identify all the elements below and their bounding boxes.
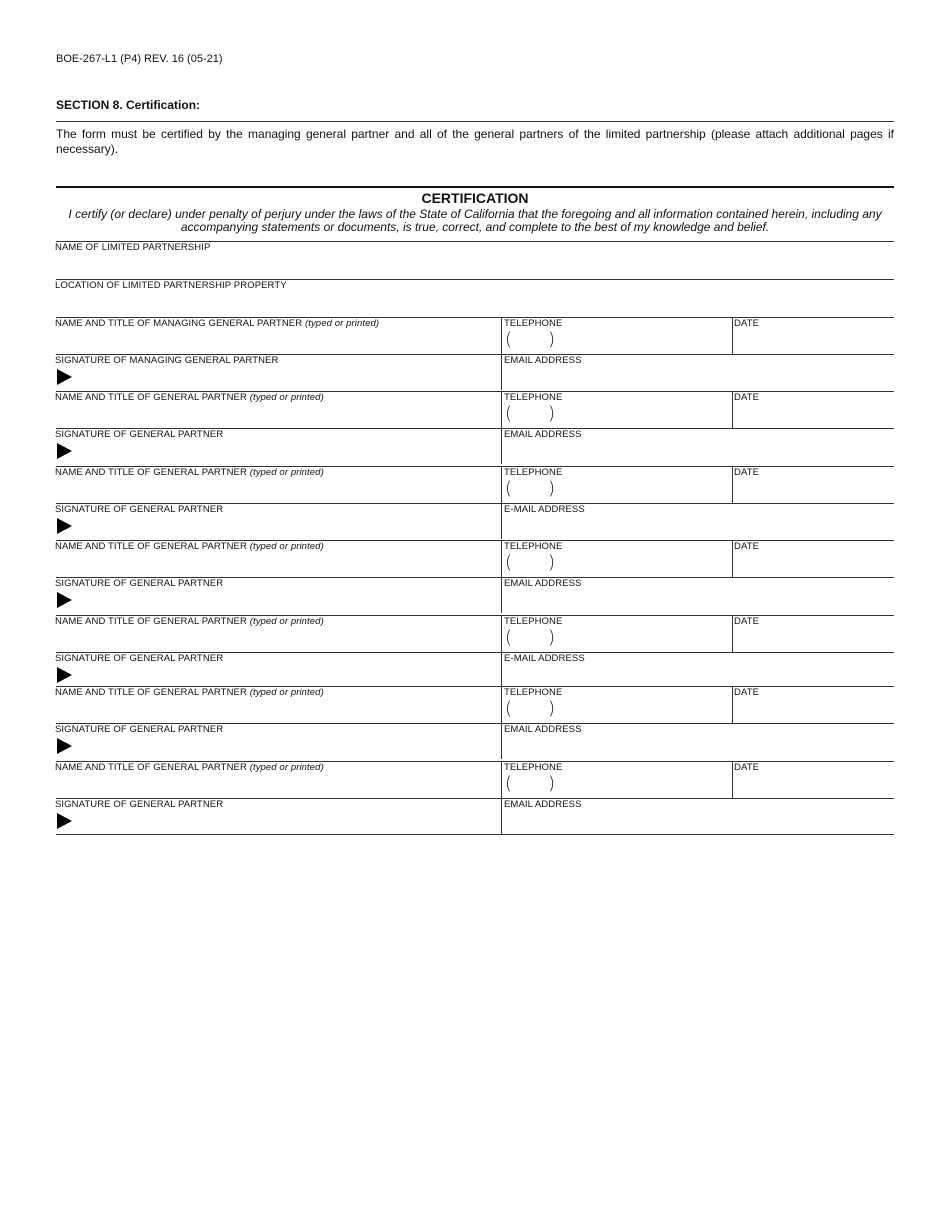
signature-arrow-icon — [57, 667, 72, 683]
divider — [56, 121, 894, 122]
signature-label: SIGNATURE OF GENERAL PARTNER — [55, 578, 224, 589]
email-label: EMAIL ADDRESS — [504, 724, 582, 735]
signature-arrow-icon — [57, 443, 72, 459]
divider — [56, 834, 894, 835]
paren-open: ( — [505, 698, 513, 719]
partner-name-title-label — [55, 687, 324, 698]
telephone-field[interactable] — [503, 330, 730, 353]
paren-open: ( — [505, 403, 513, 424]
certification-heading: CERTIFICATION — [421, 190, 529, 206]
email-field[interactable] — [503, 441, 892, 463]
partner-name-title-field[interactable] — [56, 699, 499, 722]
paren-open: ( — [505, 773, 513, 794]
date-label: DATE — [734, 467, 760, 478]
section-intro: The form must be certified by the managing general partner and all of the general partners of the limited partnership (please attach additional pages if necessary). — [56, 127, 894, 156]
date-label: DATE — [734, 318, 760, 329]
signature-arrow-icon — [57, 592, 72, 608]
signature-arrow-icon — [57, 738, 72, 754]
partner-name-title-field[interactable] — [56, 774, 499, 797]
signature-label: SIGNATURE OF GENERAL PARTNER — [55, 724, 224, 735]
paren-open: ( — [505, 552, 513, 573]
paren-open: ( — [505, 329, 513, 350]
date-label: DATE — [734, 616, 760, 627]
telephone-field[interactable] — [503, 774, 730, 797]
typed-or-printed-note: (typed or printed) — [249, 392, 324, 403]
signature-field[interactable] — [76, 665, 499, 687]
partnership-name-label: NAME OF LIMITED PARTNERSHIP — [55, 242, 211, 253]
partner-name-title-field[interactable] — [56, 628, 499, 651]
partner-name-title-label — [55, 541, 324, 552]
partner-name-title-field[interactable] — [56, 479, 499, 502]
telephone-label: TELEPHONE — [504, 318, 563, 329]
partner-name-title-label — [55, 616, 324, 627]
paren-close: ) — [548, 773, 556, 794]
telephone-field[interactable] — [503, 404, 730, 427]
partner-name-title-label-text: NAME AND TITLE OF GENERAL PARTNER — [55, 467, 247, 478]
paren-close: ) — [548, 627, 556, 648]
paren-close: ) — [548, 552, 556, 573]
partner-name-title-label — [55, 392, 324, 403]
date-label: DATE — [734, 762, 760, 773]
email-field[interactable] — [503, 590, 892, 612]
column-divider — [732, 540, 733, 577]
column-divider — [732, 615, 733, 652]
date-field[interactable] — [734, 404, 892, 427]
divider — [56, 186, 894, 188]
signature-label: SIGNATURE OF GENERAL PARTNER — [55, 653, 224, 664]
signature-field[interactable] — [76, 367, 499, 389]
telephone-label: TELEPHONE — [504, 687, 563, 698]
email-field[interactable] — [503, 736, 892, 758]
date-field[interactable] — [734, 553, 892, 576]
paren-open: ( — [505, 627, 513, 648]
email-field[interactable] — [503, 516, 892, 538]
telephone-label: TELEPHONE — [504, 616, 563, 627]
typed-or-printed-note: (typed or printed) — [249, 541, 324, 552]
typed-or-printed-note: (typed or printed) — [249, 762, 324, 773]
telephone-field[interactable] — [503, 553, 730, 576]
paren-close: ) — [548, 478, 556, 499]
typed-or-printed-note: (typed or printed) — [249, 687, 324, 698]
telephone-field[interactable] — [503, 479, 730, 502]
partner-name-title-label-text: NAME AND TITLE OF MANAGING GENERAL PARTNER — [55, 318, 303, 329]
signature-field[interactable] — [76, 736, 499, 758]
signature-label: SIGNATURE OF GENERAL PARTNER — [55, 799, 224, 810]
signature-field[interactable] — [76, 590, 499, 612]
location-field[interactable] — [56, 292, 894, 316]
signature-arrow-icon — [57, 813, 72, 829]
signature-arrow-icon — [57, 518, 72, 534]
paren-open: ( — [505, 478, 513, 499]
email-label: EMAIL ADDRESS — [504, 355, 582, 366]
partner-name-title-label-text: NAME AND TITLE OF GENERAL PARTNER — [55, 687, 247, 698]
date-field[interactable] — [734, 479, 892, 502]
partner-name-title-field[interactable] — [56, 553, 499, 576]
date-field[interactable] — [734, 774, 892, 797]
email-field[interactable] — [503, 367, 892, 389]
signature-label: SIGNATURE OF GENERAL PARTNER — [55, 429, 224, 440]
signature-label: SIGNATURE OF GENERAL PARTNER — [55, 504, 224, 515]
email-field[interactable] — [503, 665, 892, 687]
column-divider — [732, 317, 733, 354]
partner-name-title-field[interactable] — [56, 404, 499, 427]
partner-name-title-label-text: NAME AND TITLE OF GENERAL PARTNER — [55, 616, 247, 627]
email-label: EMAIL ADDRESS — [504, 578, 582, 589]
signature-field[interactable] — [76, 441, 499, 463]
email-label: EMAIL ADDRESS — [504, 429, 582, 440]
paren-close: ) — [548, 403, 556, 424]
telephone-label: TELEPHONE — [504, 467, 563, 478]
date-field[interactable] — [734, 330, 892, 353]
signature-label: SIGNATURE OF MANAGING GENERAL PARTNER — [55, 355, 279, 366]
telephone-field[interactable] — [503, 699, 730, 722]
paren-close: ) — [548, 698, 556, 719]
email-label: E-MAIL ADDRESS — [504, 653, 585, 664]
telephone-label: TELEPHONE — [504, 762, 563, 773]
typed-or-printed-note: (typed or printed) — [304, 318, 380, 329]
section-title: SECTION 8. Certification: — [56, 98, 201, 112]
telephone-label: TELEPHONE — [504, 541, 563, 552]
email-label: E-MAIL ADDRESS — [504, 504, 585, 515]
signature-field[interactable] — [76, 516, 499, 538]
partner-name-title-label-text: NAME AND TITLE OF GENERAL PARTNER — [55, 392, 247, 403]
date-label: DATE — [734, 541, 760, 552]
paren-close: ) — [548, 329, 556, 350]
partner-name-title-label — [55, 318, 379, 329]
telephone-field[interactable] — [503, 628, 730, 651]
partner-name-title-label-text: NAME AND TITLE OF GENERAL PARTNER — [55, 762, 247, 773]
column-divider — [732, 391, 733, 428]
form-id: BOE-267-L1 (P4) REV. 16 (05-21) — [56, 53, 223, 65]
typed-or-printed-note: (typed or printed) — [249, 467, 324, 478]
column-divider — [732, 686, 733, 723]
email-field[interactable] — [503, 811, 892, 833]
partner-name-title-label — [55, 467, 324, 478]
typed-or-printed-note: (typed or printed) — [249, 616, 324, 627]
date-field[interactable] — [734, 699, 892, 722]
partner-name-title-field[interactable] — [56, 330, 499, 353]
partner-name-title-label — [55, 762, 324, 773]
location-label: LOCATION OF LIMITED PARTNERSHIP PROPERTY — [55, 280, 287, 291]
signature-field[interactable] — [76, 811, 499, 833]
column-divider — [732, 466, 733, 503]
date-field[interactable] — [734, 628, 892, 651]
email-label: EMAIL ADDRESS — [504, 799, 582, 810]
partner-name-title-label-text: NAME AND TITLE OF GENERAL PARTNER — [55, 541, 247, 552]
column-divider — [732, 761, 733, 798]
signature-arrow-icon — [57, 369, 72, 385]
date-label: DATE — [734, 687, 760, 698]
certification-statement: I certify (or declare) under penalty of perjury under the laws of the State of California that the foregoing and all information contained herein, including any accompanying statements or documents, is true, correct, and complete to the best of my knowledge and belief. — [68, 207, 882, 234]
date-label: DATE — [734, 392, 760, 403]
telephone-label: TELEPHONE — [504, 392, 563, 403]
partnership-name-field[interactable] — [56, 254, 894, 278]
